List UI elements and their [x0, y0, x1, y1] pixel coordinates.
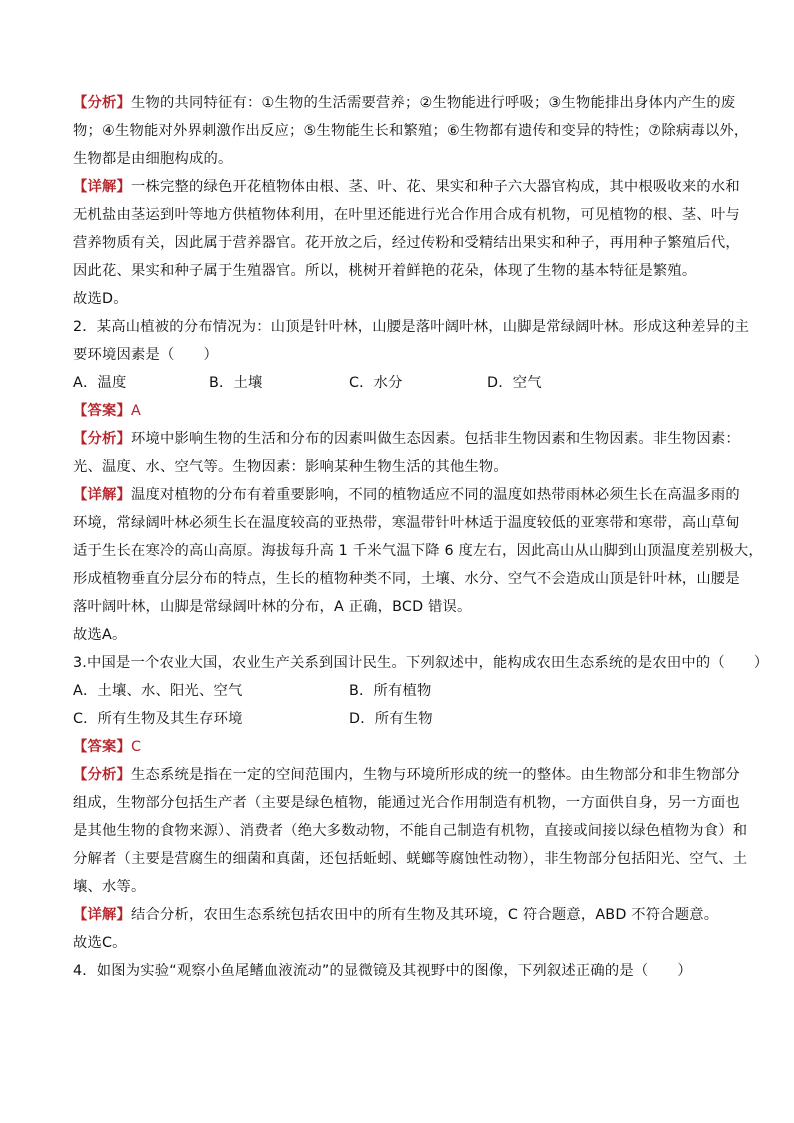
- q3-analysis-line-4: 分解者（主要是营腐生的细菌和真菌，还包括蚯蚓、蜣螂等腐蚀性动物），非生物部分包括阳光、空气、土: [73, 851, 748, 867]
- q1-analysis-line-3: 生物都是由细胞构成的。: [73, 151, 233, 167]
- q2-conclusion: 故选A。: [73, 627, 127, 643]
- q2-option-b: B．土壤: [209, 375, 263, 391]
- q3-answer: [73, 733, 733, 761]
- q2-option-a: A．温度: [73, 375, 127, 391]
- q2-answer: [73, 397, 733, 425]
- q3-analysis-line-2: 组成，生物部分包括生产者（主要是绿色植物，能通过光合作用制造有机物，一方面供自身，另一方面也: [73, 795, 740, 811]
- q1-conclusion: 故选D。: [73, 291, 128, 307]
- q2-option-c: C．水分: [349, 375, 403, 391]
- q2-answer-value: A: [131, 403, 141, 419]
- q2-stem-line-2: 要环境因素是（ ）: [73, 347, 218, 363]
- q2-detail-line-5: 落叶阔叶林，山脚是常绿阔叶林的分布，A 正确，BCD 错误。: [73, 599, 472, 615]
- q2-analysis-line-1: 【分析】环境中影响生物的生活和分布的因素叫做生态因素。包括非生物因素和生物因素。非生物因素：: [73, 431, 740, 447]
- q3-answer-value: C: [131, 739, 142, 755]
- q2-stem-line-1: 2．某高山植被的分布情况为：山顶是针叶林，山腰是落叶阔叶林，山脚是常绿阔叶林。形成这种差异的主: [73, 319, 750, 335]
- q2-detail-line-2: 环境，常绿阔叶林必须生长在温度较高的亚热带，寒温带针叶林适于温度较低的亚寒带和寒带，高山草甸: [73, 515, 740, 531]
- q3-option-a: A．土壤、水、阳光、空气: [73, 683, 243, 699]
- q3-analysis-line-1: 【分析】生态系统是指在一定的空间范围内，生物与环境所形成的统一的整体。由生物部分和非生物部分: [73, 767, 740, 783]
- q1-detail-line-3: 营养物质有关，因此属于营养器官。花开放之后，经过传粉和受精结出果实和种子，再用种子繁殖后代，: [73, 235, 740, 251]
- q3-option-c: C．所有生物及其生存环境: [73, 711, 243, 727]
- q3-analysis-line-3: 是其他生物的食物来源）、消费者（绝大多数动物，不能自己制造有机物，直接或间接以绿色植物为食）和: [73, 823, 748, 839]
- answer-label: 【答案】: [73, 739, 131, 755]
- q2-detail-line-4: 形成植物垂直分层分布的特点，生长的植物种类不同，土壤、水分、空气不会造成山顶是针叶林，山腰是: [73, 571, 740, 587]
- q1-detail-line-4: 因此花、果实和种子属于生殖器官。所以，桃树开着鲜艳的花朵，体现了生物的基本特征是繁殖。: [73, 263, 697, 279]
- q1-analysis-line-2: 物；④生物能对外界刺激作出反应；⑤生物能生长和繁殖；⑥生物都有遗传和变异的特性；⑦除病毒以外，: [73, 123, 749, 139]
- q2-option-d: D．空气: [487, 375, 542, 391]
- q2-detail-line-3: 适于生长在寒冷的高山高原。海拔每升高 1 千米气温下降 6 度左右，因此高山从山脚到山顶温度差别极大，: [73, 543, 763, 559]
- q3-analysis-line-5: 壤、水等。: [73, 879, 146, 895]
- q4-stem-line-1: 4．如图为实验“观察小鱼尾鳍血液流动”的显微镜及其视野中的图像，下列叙述正确的是（ ）: [73, 963, 692, 979]
- q3-conclusion: 故选C。: [73, 935, 127, 951]
- q2-analysis-line-2: 光、温度、水、空气等。生物因素：影响某种生物生活的其他生物。: [73, 459, 508, 475]
- analysis-label: 【分析】: [73, 767, 131, 783]
- document-page: [73, 89, 769, 985]
- q1-detail-line-1: 【详解】一株完整的绿色开花植物体由根、茎、叶、花、果实和种子六大器官构成，其中根吸收来的水和: [73, 179, 740, 195]
- analysis-label: 【分析】: [73, 95, 131, 111]
- answer-label: 【答案】: [73, 403, 131, 419]
- analysis-label: 【分析】: [73, 431, 131, 447]
- detail-label: 【详解】: [73, 179, 131, 195]
- q3-options-row-1: [73, 677, 733, 705]
- q2-options: [73, 369, 733, 397]
- q3-stem-line-1: 3.中国是一个农业大国，农业生产关系到国计民生。下列叙述中，能构成农田生态系统的是农田中的（ ）: [73, 655, 769, 671]
- q2-detail-line-1: 【详解】温度对植物的分布有着重要影响，不同的植物适应不同的温度如热带雨林必须生长在高温多雨的: [73, 487, 740, 503]
- detail-label: 【详解】: [73, 487, 131, 503]
- detail-label: 【详解】: [73, 907, 131, 923]
- q3-option-b: B．所有植物: [349, 683, 432, 699]
- q1-detail-line-2: 无机盐由茎运到叶等地方供植物体利用，在叶里还能进行光合作用合成有机物，可见植物的根、茎、叶与: [73, 207, 740, 223]
- q3-option-d: D．所有生物: [349, 711, 433, 727]
- q3-detail-line-1: 【详解】结合分析，农田生态系统包括农田中的所有生物及其环境，C 符合题意，ABD 不符合题意。: [73, 907, 719, 923]
- q1-analysis-line-1: 【分析】生物的共同特征有：①生物的生活需要营养；②生物能进行呼吸；③生物能排出身体内产生的废: [73, 95, 736, 111]
- q3-options-row-2: [73, 705, 733, 733]
